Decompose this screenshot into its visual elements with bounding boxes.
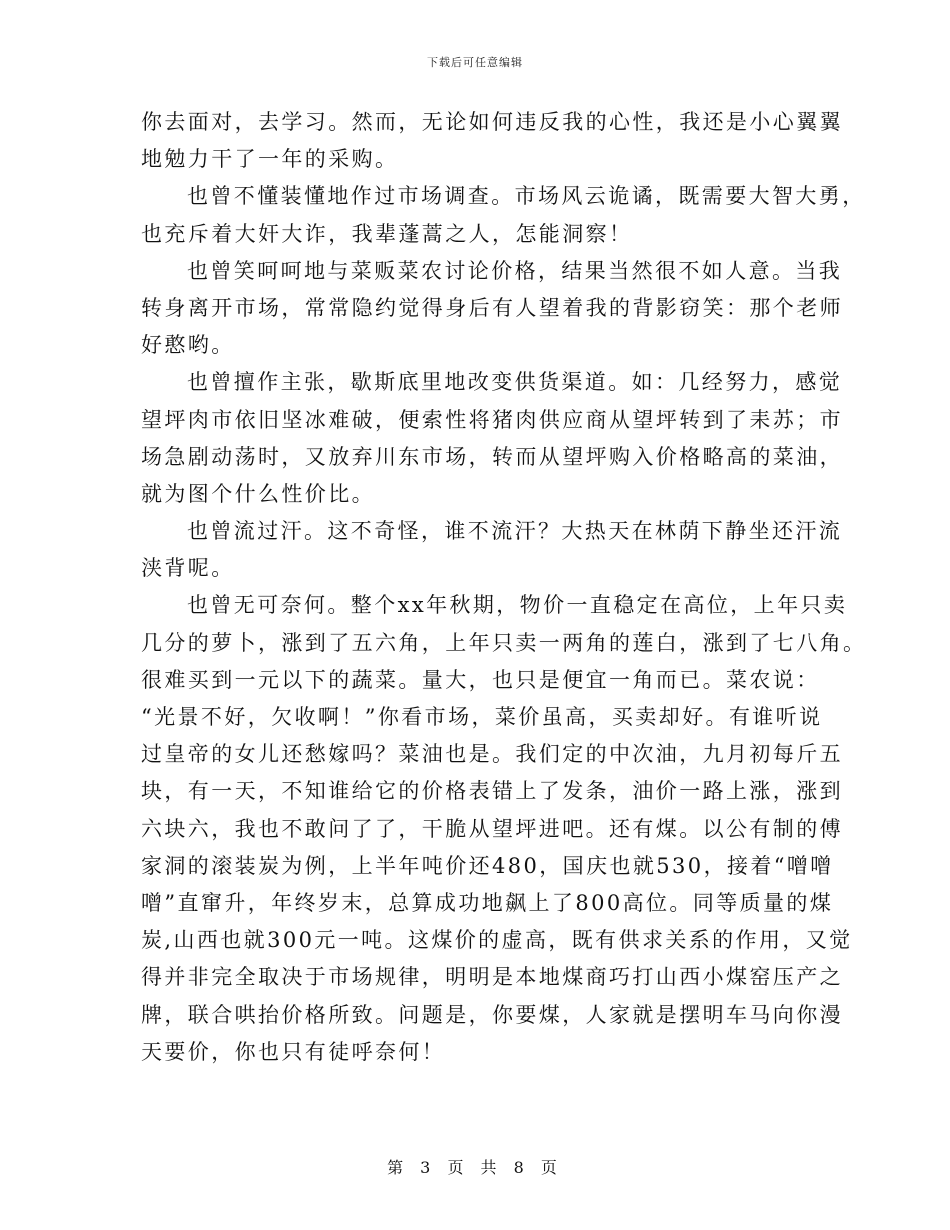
text-line: 场急剧动荡时，又放弃川东市场，转而从望坪购入价格略高的菜油， <box>141 444 843 469</box>
text-line: 浃背呢。 <box>141 556 235 581</box>
page-number-footer: 第 3 页 共 8 页 <box>387 1158 563 1177</box>
text-line: 六块六，我也不敢问了了，干脆从望坪进吧。还有煤。以公有制的傅 <box>141 816 843 841</box>
text-line: 你去面对，去学习。然而，无论如何违反我的心性，我还是小心翼翼 <box>141 110 843 134</box>
page-header: 下载后可任意编辑 <box>427 56 523 69</box>
text-line: 天要价，你也只有徒呼奈何！ <box>141 1039 446 1064</box>
text-line: 也充斥着大奸大诈，我辈蓬蒿之人，怎能洞察！ <box>141 221 633 246</box>
paragraph-start-line: 也曾擅作主张，歇斯底里地改变供货渠道。如：几经努力，感觉 <box>187 370 843 395</box>
paragraph-start-line: 也曾流过汗。这不奇怪，谁不流汗？大热天在林荫下静坐还汗流 <box>187 519 843 544</box>
text-line: 块，有一天，不知谁给它的价格表错上了发条，油价一路上涨，涨到 <box>141 779 843 804</box>
text-line: 家洞的滚装炭为例，上半年吨价还480，国庆也就530，接着“噌噌 <box>141 853 834 878</box>
text-line: 很难买到一元以下的蔬菜。量大，也只是便宜一角而已。菜农说： <box>141 667 820 692</box>
paragraph-start-line: 也曾不懂装懂地作过市场调查。市场风云诡谲，既需要大智大勇， <box>187 184 866 209</box>
paragraph-start-line: 也曾无可奈何。整个xx年秋期，物价一直稳定在高位，上年只卖 <box>187 593 848 618</box>
text-line: 望坪肉市依旧坚冰难破，便索性将猪肉供应商从望坪转到了耒苏；市 <box>141 407 843 432</box>
paragraph-start-line: 也曾笑呵呵地与菜贩菜农讨论价格，结果当然很不如人意。当我 <box>187 258 843 283</box>
text-line: 得并非完全取决于市场规律，明明是本地煤商巧打山西小煤窑压产之 <box>141 965 843 990</box>
text-line: 就为图个什么性价比。 <box>141 481 375 506</box>
text-line: 炭,山西也就300元一吨。这煤价的虚高，既有供求关系的作用，又觉 <box>141 928 853 953</box>
text-line: 牌，联合哄抬价格所致。问题是，你要煤，人家就是摆明车马向你漫 <box>141 1002 843 1027</box>
text-line: 地勉力干了一年的采购。 <box>141 147 399 172</box>
text-line: “光景不好，欠收啊！”你看市场，菜价虽高，买卖却好。有谁听说 <box>141 705 823 729</box>
text-line: 噌”直窜升，年终岁末，总算成功地飙上了800高位。同等质量的煤 <box>141 890 834 915</box>
text-line: 好憨哟。 <box>141 333 235 358</box>
document-body <box>141 104 867 1071</box>
text-line: 转身离开市场，常常隐约觉得身后有人望着我的背影窃笑：那个老师 <box>141 295 843 320</box>
text-line: 过皇帝的女儿还愁嫁吗？菜油也是。我们定的中次油，九月初每斤五 <box>141 742 843 767</box>
text-line: 几分的萝卜，涨到了五六角，上年只卖一两角的莲白，涨到了七八角。 <box>141 630 867 655</box>
